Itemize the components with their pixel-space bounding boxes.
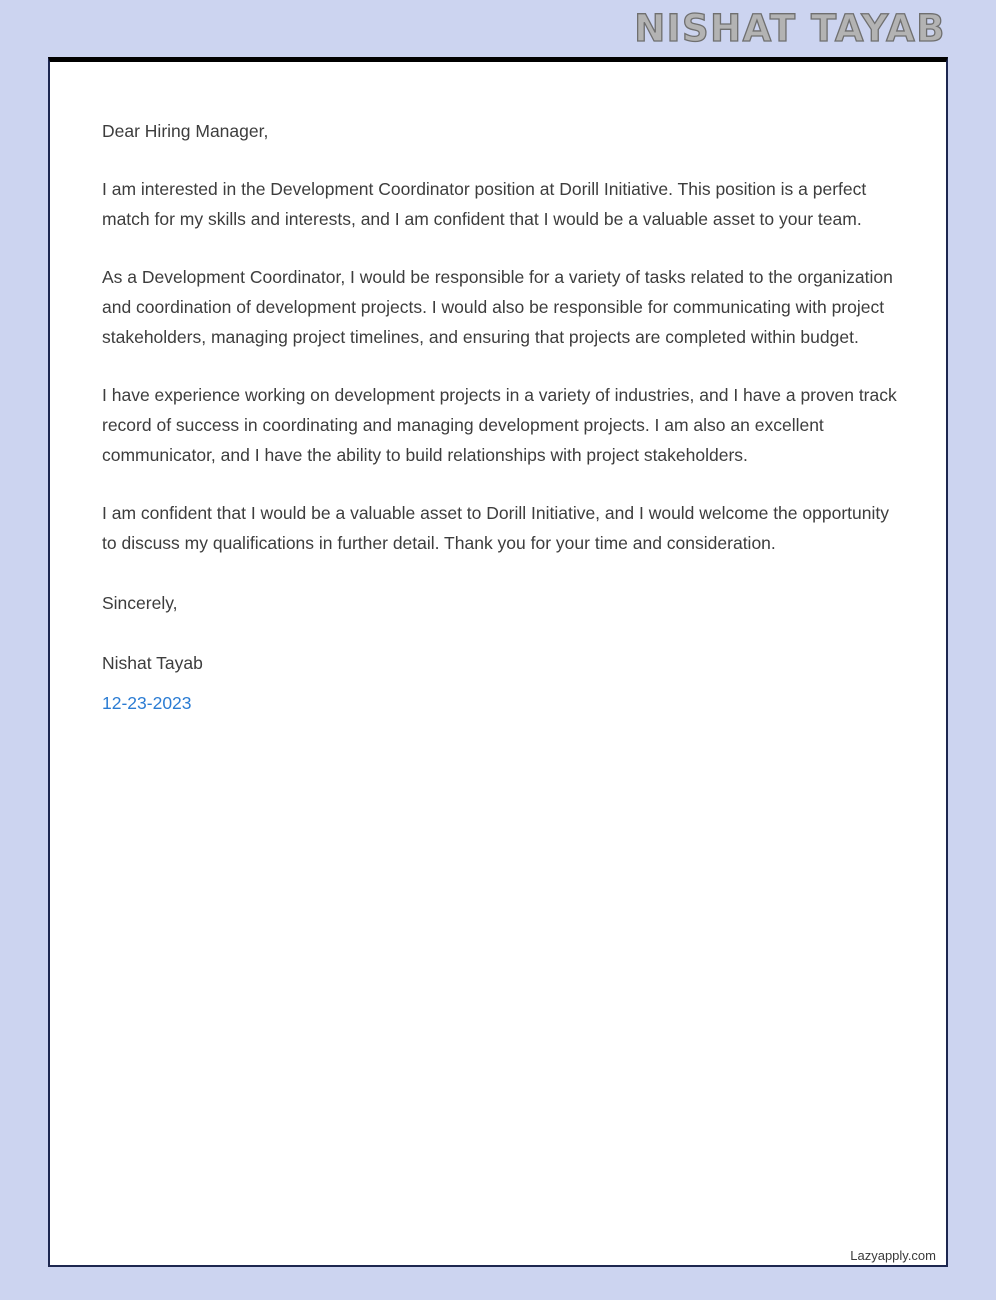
letter-paragraph-3: I have experience working on development projects in a variety of industries, and I have a proven track record of success in coordinating and managing development projects. I am also an excellent communicator, and I have the ability to build relationships with project stakeholders. xyxy=(102,385,897,465)
signature-name: Nishat Tayab xyxy=(102,653,203,673)
letter-body xyxy=(102,116,898,718)
cover-letter-document xyxy=(48,57,948,1267)
letter-paragraph-4: I am confident that I would be a valuable asset to Dorill Initiative, and I would welcome the opportunity to discuss my qualifications in further detail. Thank you for your time and consideration. xyxy=(102,503,889,553)
salutation: Dear Hiring Manager, xyxy=(102,121,269,141)
applicant-name-heading: NISHAT TAYAB xyxy=(634,7,946,50)
letter-paragraph-1: I am interested in the Development Coordinator position at Dorill Initiative. This position is a perfect match for my skills and interests, and I am confident that I would be a valuable asset to your team. xyxy=(102,179,867,229)
watermark: Lazyapply.com xyxy=(850,1248,936,1263)
letter-header xyxy=(0,0,996,57)
letter-paragraph-2: As a Development Coordinator, I would be responsible for a variety of tasks related to the organization and coordination of development projects. I would also be responsible for communicating with project stakeholders, managing project timelines, and ensuring that projects are completed within budget. xyxy=(102,267,893,347)
date-link[interactable]: 12-23-2023 xyxy=(102,693,192,713)
closing: Sincerely, xyxy=(102,593,178,613)
